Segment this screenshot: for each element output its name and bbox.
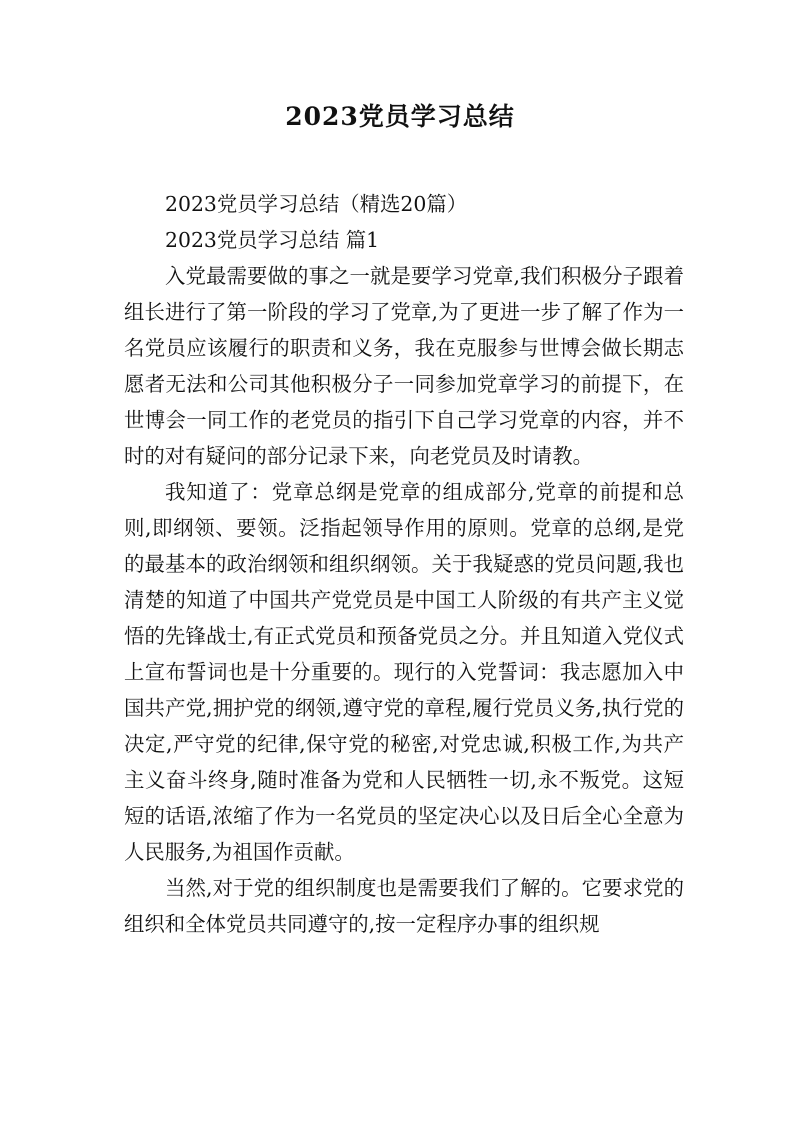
section-heading: 2023党员学习总结 篇1: [165, 228, 380, 252]
document-title: 2023党员学习总结: [285, 102, 515, 131]
paragraph-3: 当然,对于党的组织制度也是需要我们了解的。它要求党的组织和全体党员共同遵守的,按一定程序办事的组织规: [124, 876, 684, 936]
paragraph-2: 我知道了：党章总纲是党章的组成部分,党章的前提和总则,即纲领、要领。泛指起领导作用的原则。党章的总纲,是党的最基本的政治纲领和组织纲领。关于我疑惑的党员问题,我也清楚的知道了中国共产党党员是中国工人阶级的有共产主义觉悟的先锋战士,有正式党员和预备党员之分。并且知道入党仪式上宣布誓词也是十分重要的。现行的入党誓词：我志愿加入中国共产党,拥护党的纲领,遵守党的章程,履行党员义务,执行党的决定,严守党的纪律,保守党的秘密,对党忠诚,积极工作,为共产主义奋斗终身,随时准备为党和人民牺牲一切,永不叛党。这短短的话语,浓缩了作为一名党员的坚定决心以及日后全心全意为人民服务,为祖国作贡献。: [124, 480, 684, 864]
document-body: [124, 186, 684, 942]
document-subtitle: 2023党员学习总结（精选20篇）: [165, 192, 468, 216]
paragraph-1: 入党最需要做的事之一就是要学习党章,我们积极分子跟着组长进行了第一阶段的学习了党章,为了更进一步了解了作为一名党员应该履行的职责和义务，我在克服参与世博会做长期志愿者无法和公司其他积极分子一同参加党章学习的前提下，在世博会一同工作的老党员的指引下自己学习党章的内容，并不时的对有疑问的部分记录下来，向老党员及时请教。: [124, 264, 684, 468]
